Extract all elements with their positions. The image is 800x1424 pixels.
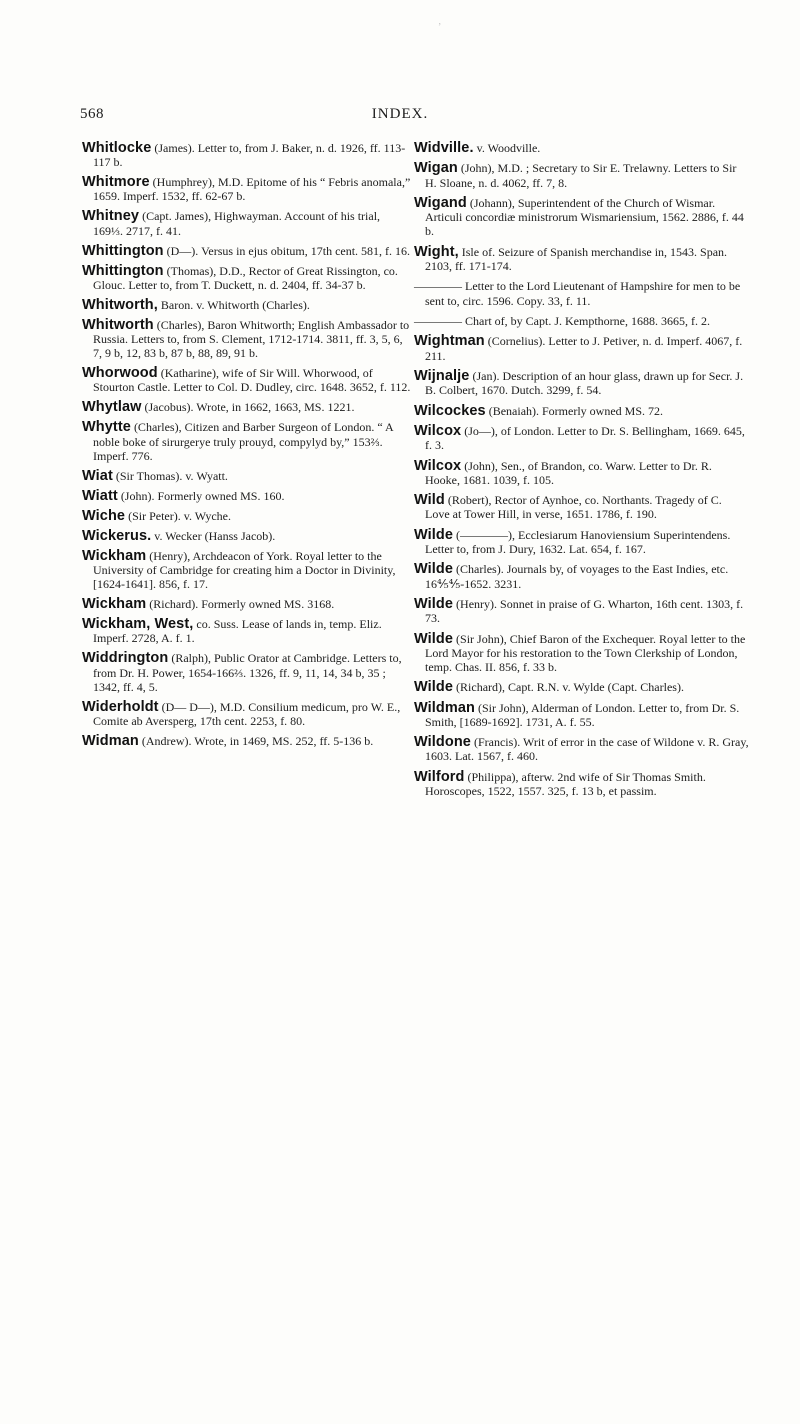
index-entry (82, 509, 412, 523)
entry-text: (Thomas), D.D., Rector of Great Rissington, co. Glouc. Letter to, from T. Duckett, n. d. 2404, ff. 34-37 b. (93, 263, 398, 292)
index-entry (82, 651, 412, 694)
entry-headword: Whittington (82, 262, 164, 279)
index-entry (82, 734, 412, 748)
index-entry (414, 701, 749, 729)
entry-headword: Wilde (414, 595, 454, 612)
entry-text: (John), Sen., of Brandon, co. Warw. Letter to Dr. R. Hooke, 1681. 1039, f. 105. (425, 458, 712, 487)
entry-text: Baron. v. Whitworth (Charles). (160, 297, 310, 312)
entry-text: (James). Letter to, from J. Baker, n. d. 1926, ff. 113-117 b. (93, 141, 406, 170)
entry-text: (Cornelius). Letter to J. Petiver, n. d. Imperf. 4067, f. 211. (425, 334, 743, 363)
index-entry (82, 489, 412, 503)
index-entry (82, 469, 412, 483)
index-entry (414, 196, 749, 239)
entry-headword: Widerholdt (82, 698, 159, 715)
entry-text: (Francis). Writ of error in the case of Wildone v. R. Gray, 1603. Lat. 1567, f. 460. (425, 735, 749, 764)
entry-text: (Benaiah). Formerly owned MS. 72. (488, 403, 664, 418)
entry-text: (Henry), Archdeacon of York. Royal letter to the University of Cambridge for creating him a Doctor in Divinity, [1624-1641]. 856, f. 17. (93, 548, 396, 592)
entry-text: (Richard), Capt. R.N. v. Wylde (Capt. Charles). (456, 680, 684, 695)
index-entry (414, 369, 749, 397)
entry-text: ———— Chart of, by Capt. J. Kempthorne, 1688. 3665, f. 2. (414, 313, 710, 328)
index-entry (82, 141, 412, 169)
entry-text: (John). Formerly owned MS. 160. (120, 488, 285, 503)
entry-headword: Wigan (414, 160, 458, 177)
index-entry (414, 770, 749, 798)
entry-text: (Ralph), Public Orator at Cambridge. Letters to, from Dr. H. Power, 1654-166⅔. 1326, ff. 9, 11, 14, 34 b, 35 ; 1342, ff. 4, 5. (93, 651, 402, 694)
index-entry (82, 366, 412, 394)
page-title: INDEX. (371, 106, 429, 122)
entry-text: (Charles). Journals by, of voyages to the East Indies, etc. 16⅘⅘-1652. 3231. (425, 562, 729, 591)
page-number: 568 (80, 106, 104, 122)
index-entry (414, 404, 749, 418)
index-entry (414, 632, 749, 675)
entry-text: (Sir John), Chief Baron of the Exchequer. Royal letter to the Lord Mayor for his restoration to the Town Clerkship of London, temp. Chas. II. 856, f. 33 b. (425, 631, 746, 674)
index-entry (414, 161, 749, 189)
index-entry (414, 141, 749, 155)
index-entry (82, 529, 412, 543)
index-entry (82, 700, 412, 728)
entry-headword: Wickham (82, 596, 147, 613)
index-entry (82, 264, 412, 292)
entry-text: (Jan). Description of an hour glass, drawn up for Secr. J. B. Colbert, 1670. Dutch. 3299, f. 54. (425, 368, 744, 398)
index-entry (82, 244, 412, 258)
entry-headword: Wiat (82, 467, 113, 484)
entry-headword: Wijnalje (414, 367, 470, 384)
entry-text: (Capt. James), Highwayman. Account of his trial, 169⅓. 2717, f. 41. (93, 209, 381, 238)
entry-headword: Widville. (414, 140, 474, 156)
entry-text: (Richard). Formerly owned MS. 3168. (149, 597, 335, 612)
running-head (80, 103, 720, 131)
entry-headword: Wight, (414, 243, 459, 260)
entry-headword: Wilde (414, 679, 454, 696)
entry-headword: Wickham, West, (82, 616, 194, 633)
index-entry (414, 493, 749, 521)
index-entry (82, 318, 412, 361)
entry-headword: Wiatt (82, 487, 118, 504)
entry-headword: Wild (414, 492, 445, 509)
right-column (414, 141, 749, 804)
entry-text: (Sir Peter). v. Wyche. (128, 508, 231, 523)
entry-headword: Wilcox (414, 457, 462, 474)
entry-headword: Wickerus. (82, 527, 152, 544)
entry-text: (Charles), Citizen and Barber Surgeon of London. “ A noble boke of sirurgerye truly prouyd, compylyd by,” 153⅔. Imperf. 776. (93, 420, 393, 463)
index-entry (82, 420, 412, 463)
index-entry (82, 549, 412, 592)
entry-text: (Sir Thomas). v. Wyatt. (115, 468, 228, 483)
entry-headword: Wilde (414, 561, 454, 578)
scan-mark: ‚ (438, 16, 442, 27)
index-entry (82, 597, 412, 611)
entry-text: (Katharine), wife of Sir Will. Whorwood, of Stourton Castle. Letter to Col. D. Dudley, circ. 1648. 3652, f. 112. (93, 366, 411, 395)
entry-text: (Philippa), afterw. 2nd wife of Sir Thomas Smith. Horoscopes, 1522, 1557. 325, f. 13 b, et passim. (425, 769, 706, 799)
entry-headword: Whitworth (82, 316, 154, 333)
entry-text: (Charles), Baron Whitworth; English Ambassador to Russia. Letters to, from S. Clement, 1712-1714. 3811, ff. 3, 5, 6, 7, 9 b, 12, 83 b, 87 b, 88, 89, 91 b. (93, 317, 410, 361)
entry-headword: Whitworth, (82, 296, 158, 313)
entry-text: (Jacobus). Wrote, in 1662, 1663, MS. 1221. (144, 400, 355, 415)
entry-headword: Wiche (82, 507, 126, 524)
entry-text: (Sir John), Alderman of London. Letter to, from Dr. S. Smith, [1689-1692]. 1731, A. f. 55. (425, 700, 740, 729)
index-entry (414, 597, 749, 625)
entry-text: (Henry). Sonnet in praise of G. Wharton, 16th cent. 1303, f. 73. (425, 596, 744, 626)
entry-headword: Whitney (82, 208, 140, 225)
entry-headword: Wildman (414, 699, 475, 716)
index-entry (82, 298, 412, 312)
index-entry (414, 528, 749, 556)
entry-text: ———— Letter to the Lord Lieutenant of Hampshire for men to be sent to, circ. 1596. Copy. 33, f. 11. (414, 279, 741, 308)
entry-headword: Wigand (414, 194, 467, 211)
entry-headword: Wightman (414, 333, 485, 350)
entry-text: (D— D—), M.D. Consilium medicum, pro W. E., Comite ab Aversperg, 17th cent. 2253, f. 80. (93, 699, 401, 729)
entry-headword: Whytte (82, 419, 131, 436)
index-entry (82, 400, 412, 414)
entry-headword: Wilford (414, 768, 465, 785)
entry-headword: Whitlocke (82, 140, 152, 156)
entry-text: (Andrew). Wrote, in 1469, MS. 252, ff. 5-136 b. (141, 734, 374, 749)
index-entry (82, 209, 412, 237)
entry-headword: Whitmore (82, 174, 150, 191)
entry-text: co. Suss. Lease of lands in, temp. Eliz. Imperf. 2728, A. f. 1. (93, 617, 382, 646)
entry-headword: Wickham (82, 547, 147, 564)
index-entry (414, 279, 749, 307)
entry-headword: Wilcox (414, 422, 462, 439)
index-entry (414, 245, 749, 273)
entry-headword: Wildone (414, 734, 471, 751)
entry-headword: Whytlaw (82, 399, 142, 416)
entry-text: (D—). Versus in ejus obitum, 17th cent. 581, f. 16. (166, 243, 411, 258)
index-entry (414, 334, 749, 362)
index-entry (414, 424, 749, 452)
entry-headword: Wilcockes (414, 402, 486, 419)
entry-headword: Wilde (414, 526, 454, 543)
entry-text: Isle of. Seizure of Spanish merchandise in, 1543. Span. 2103, ff. 171-174. (425, 244, 728, 273)
entry-text: (Robert), Rector of Aynhoe, co. Northants. Tragedy of C. Love at Tower Hill, in verse, 1651. 1786, f. 190. (425, 493, 722, 522)
entry-text: (Jo—), of London. Letter to Dr. S. Bellingham, 1669. 645, f. 3. (425, 423, 745, 453)
index-entry (82, 175, 412, 203)
entry-text: (John), M.D. ; Secretary to Sir E. Trelawny. Letters to Sir H. Sloane, n. d. 4062, ff. 7, 8. (425, 161, 737, 190)
entry-text: v. Woodville. (476, 141, 541, 155)
entry-text: (Humphrey), M.D. Epitome of his “ Febris anomala,” 1659. Imperf. 1532, ff. 62-67 b. (93, 175, 411, 204)
left-column (82, 141, 412, 754)
index-entry (414, 735, 749, 763)
index-entry (414, 680, 749, 694)
index-entry (414, 562, 749, 590)
entry-text: (————), Ecclesiarum Hanoviensium Superintendens. Letter to, from J. Dury, 1632. Lat. 654, f. 167. (425, 527, 731, 556)
entry-text: v. Wecker (Hanss Jacob). (154, 528, 276, 543)
index-entry (82, 617, 412, 645)
entry-headword: Whorwood (82, 365, 158, 382)
index-entry (414, 314, 749, 328)
entry-headword: Wilde (414, 630, 454, 647)
entry-headword: Whittington (82, 242, 164, 259)
entry-headword: Widman (82, 733, 139, 750)
entry-text: (Johann), Superintendent of the Church of Wismar. Articuli concordiæ ministrorum Wismariensium, 1562. 2886, f. 44 b. (425, 195, 744, 239)
entry-headword: Widdrington (82, 650, 169, 667)
index-entry (414, 459, 749, 487)
